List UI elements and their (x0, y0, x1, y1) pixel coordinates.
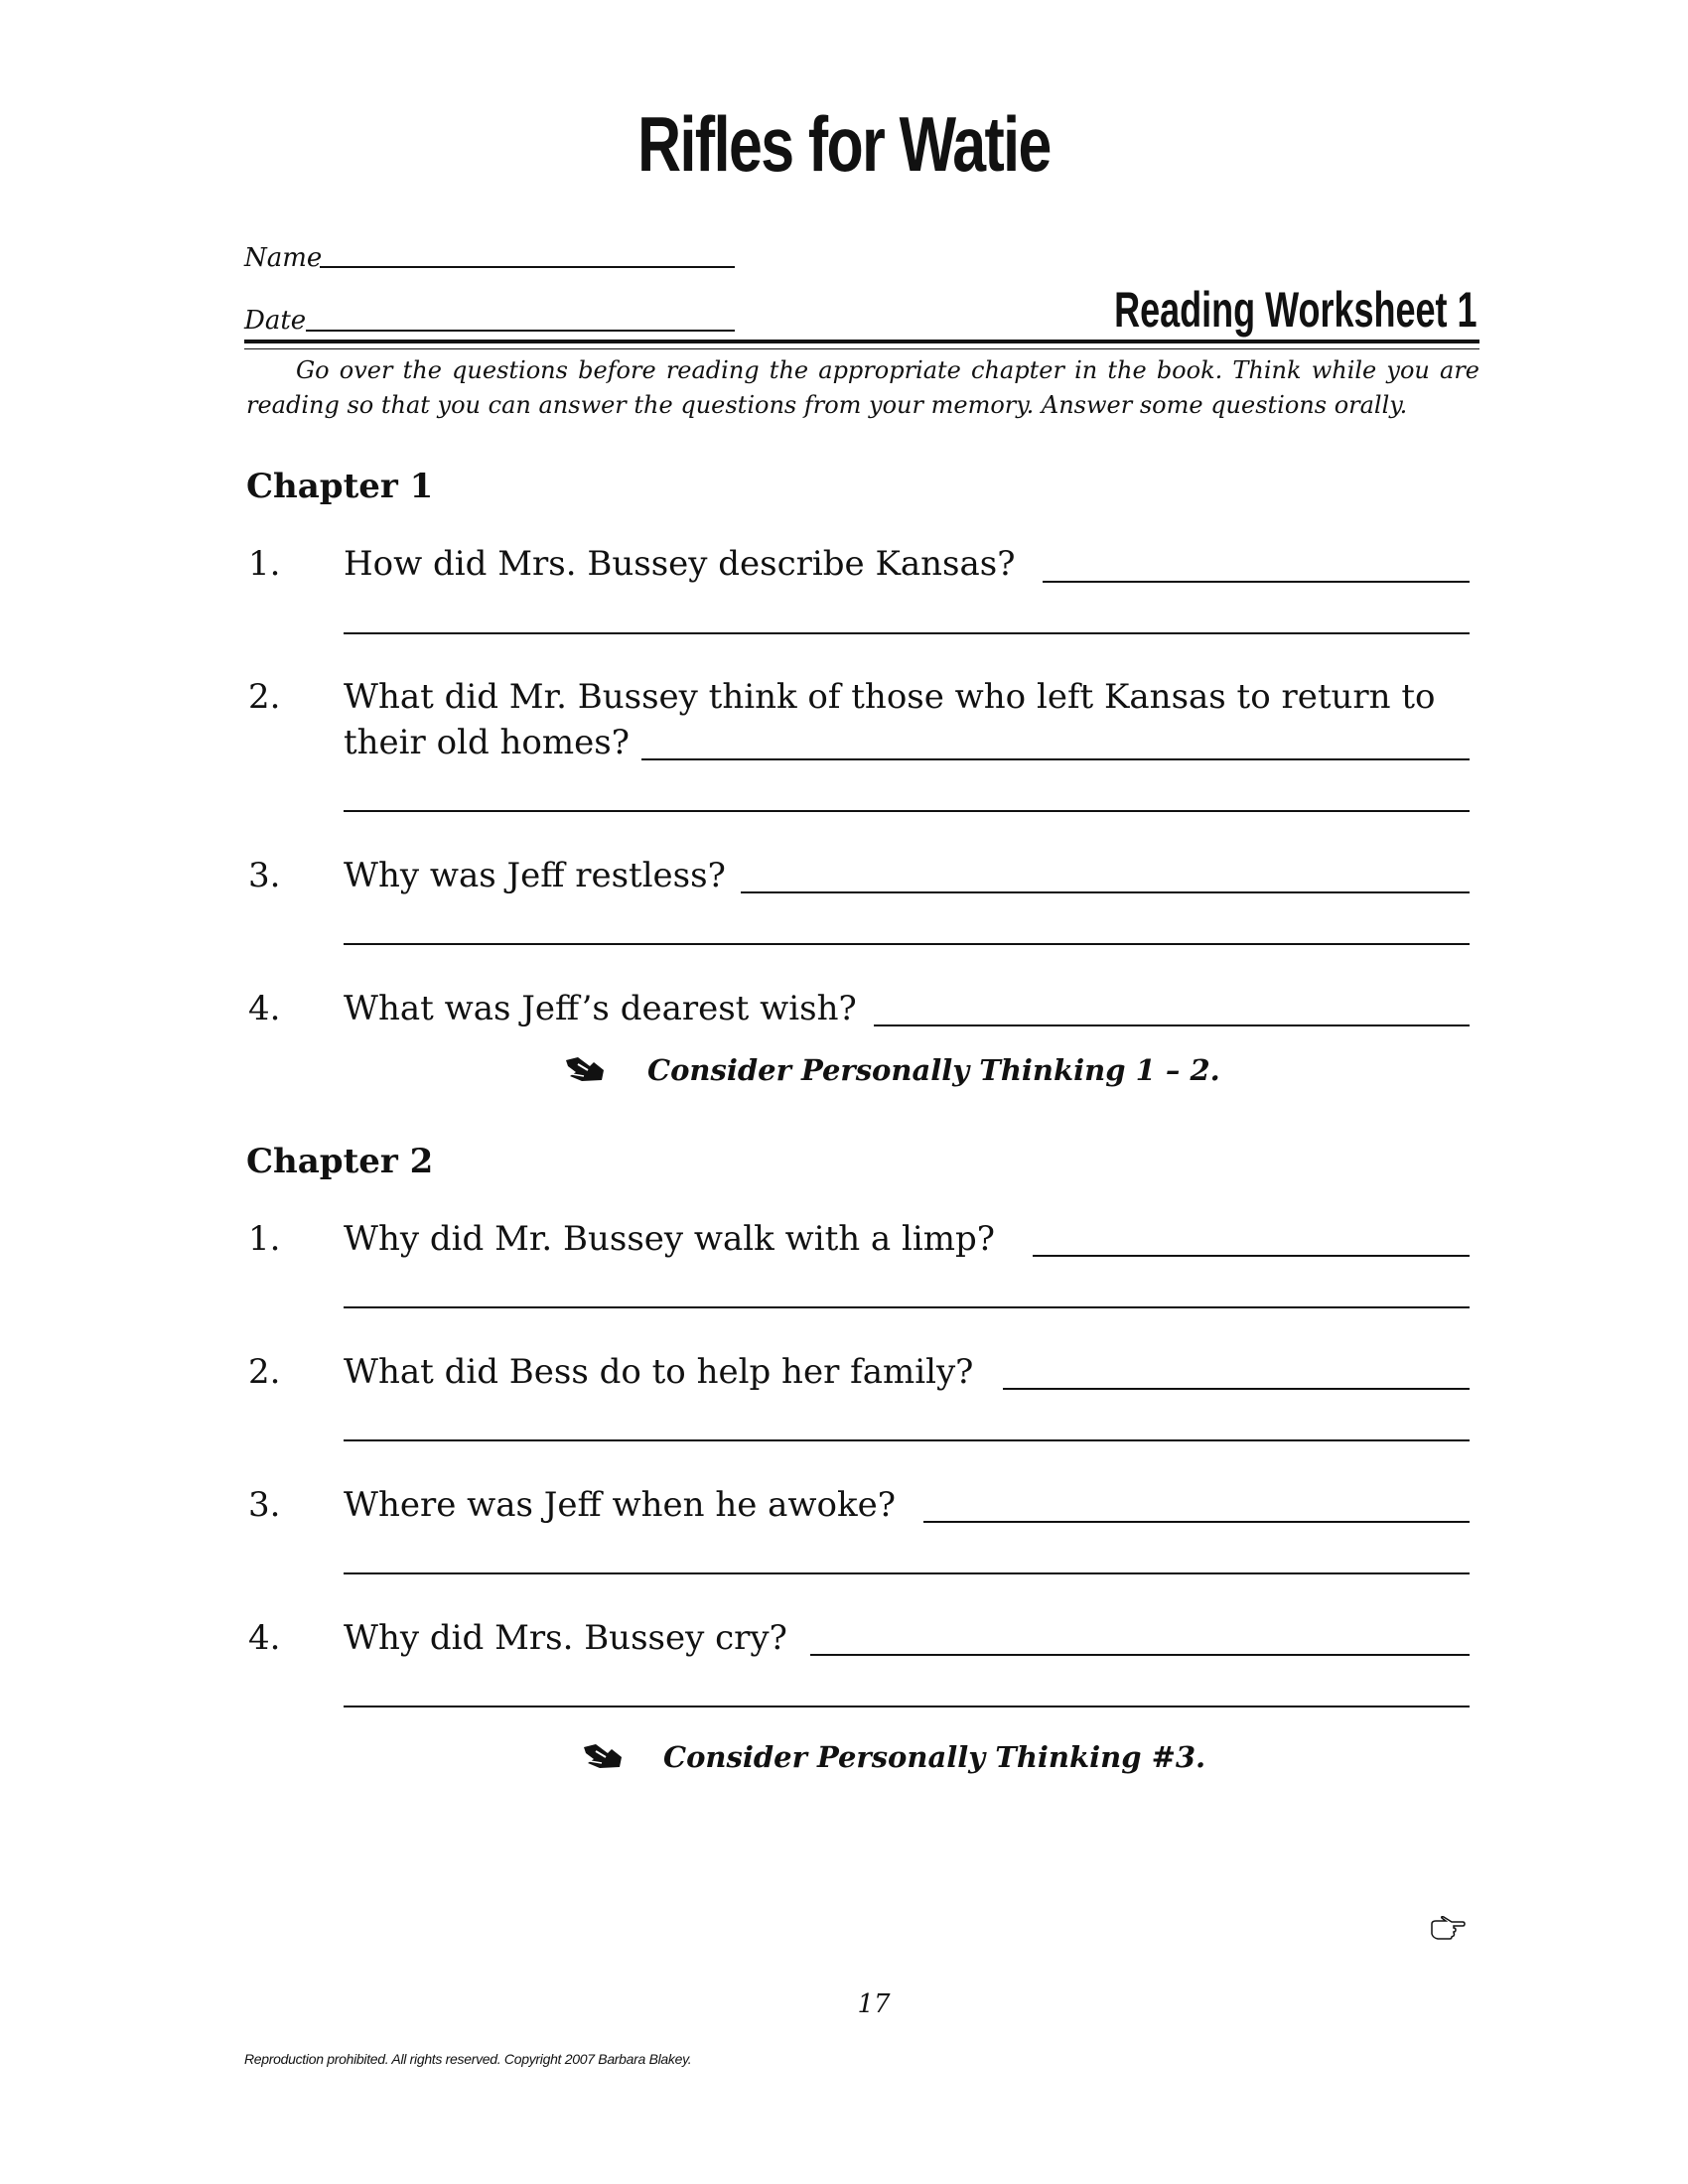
header-rule-thin (244, 348, 1479, 349)
name-label: Name (244, 243, 323, 273)
writing-hand-icon (582, 1741, 626, 1771)
question-text: Where was Jeff when he awoke? (344, 1485, 896, 1525)
answer-line[interactable] (923, 1521, 1470, 1523)
answer-line[interactable] (1043, 581, 1470, 583)
chapter-heading: Chapter 1 (246, 467, 434, 506)
question-text-continued: their old homes? (344, 723, 630, 762)
question-number: 2. (248, 1352, 281, 1392)
date-label: Date (244, 306, 307, 336)
question-number: 3. (248, 1485, 281, 1525)
answer-line[interactable] (1033, 1255, 1470, 1257)
answer-line[interactable] (1003, 1388, 1470, 1390)
question-number: 1. (248, 1219, 281, 1259)
consider-note: Consider Personally Thinking 1 – 2. (647, 1053, 1220, 1087)
question-text: Why did Mrs. Bussey cry? (344, 1618, 787, 1658)
answer-line[interactable] (874, 1024, 1470, 1026)
question-text: Why did Mr. Bussey walk with a limp? (344, 1219, 995, 1259)
consider-note: Consider Personally Thinking #3. (663, 1740, 1206, 1774)
answer-line[interactable] (344, 632, 1470, 634)
instructions: Go over the questions before reading the appropriate chapter in the book. Think while you are reading so that you can answer the questions from your memory. Answer some questions orally. (246, 356, 1479, 419)
answer-line[interactable] (344, 1306, 1470, 1308)
question-number: 3. (248, 856, 281, 895)
worksheet-label: Reading Worksheet 1 (1114, 282, 1477, 338)
answer-line[interactable] (344, 943, 1470, 945)
page-title: Rifles for Watie (637, 100, 1051, 188)
question-number: 1. (248, 544, 281, 584)
question-number: 4. (248, 1618, 281, 1658)
page-number: 17 (857, 1989, 891, 2019)
date-field[interactable] (306, 330, 735, 332)
name-field[interactable] (320, 266, 735, 268)
question-text: What was Jeff’s dearest wish? (344, 989, 857, 1028)
writing-hand-icon (564, 1054, 608, 1084)
question-text: Why was Jeff restless? (344, 856, 726, 895)
header-rule (244, 340, 1479, 343)
question-text: How did Mrs. Bussey describe Kansas? (344, 544, 1016, 584)
answer-line[interactable] (344, 1706, 1470, 1707)
question-number: 4. (248, 989, 281, 1028)
question-text: What did Mr. Bussey think of those who left Kansas to return to (344, 677, 1436, 717)
answer-line[interactable] (344, 1439, 1470, 1441)
answer-line[interactable] (741, 891, 1470, 893)
question-text: What did Bess do to help her family? (344, 1352, 974, 1392)
copyright-notice: Reproduction prohibited. All rights reserved. Copyright 2007 Barbara Blakey. (244, 2051, 692, 2067)
answer-line[interactable] (344, 1572, 1470, 1574)
pointing-hand-icon (1430, 1916, 1466, 1940)
answer-line[interactable] (810, 1654, 1470, 1656)
answer-line[interactable] (344, 810, 1470, 812)
answer-line[interactable] (641, 758, 1470, 760)
question-number: 2. (248, 677, 281, 717)
chapter-heading: Chapter 2 (246, 1142, 434, 1181)
